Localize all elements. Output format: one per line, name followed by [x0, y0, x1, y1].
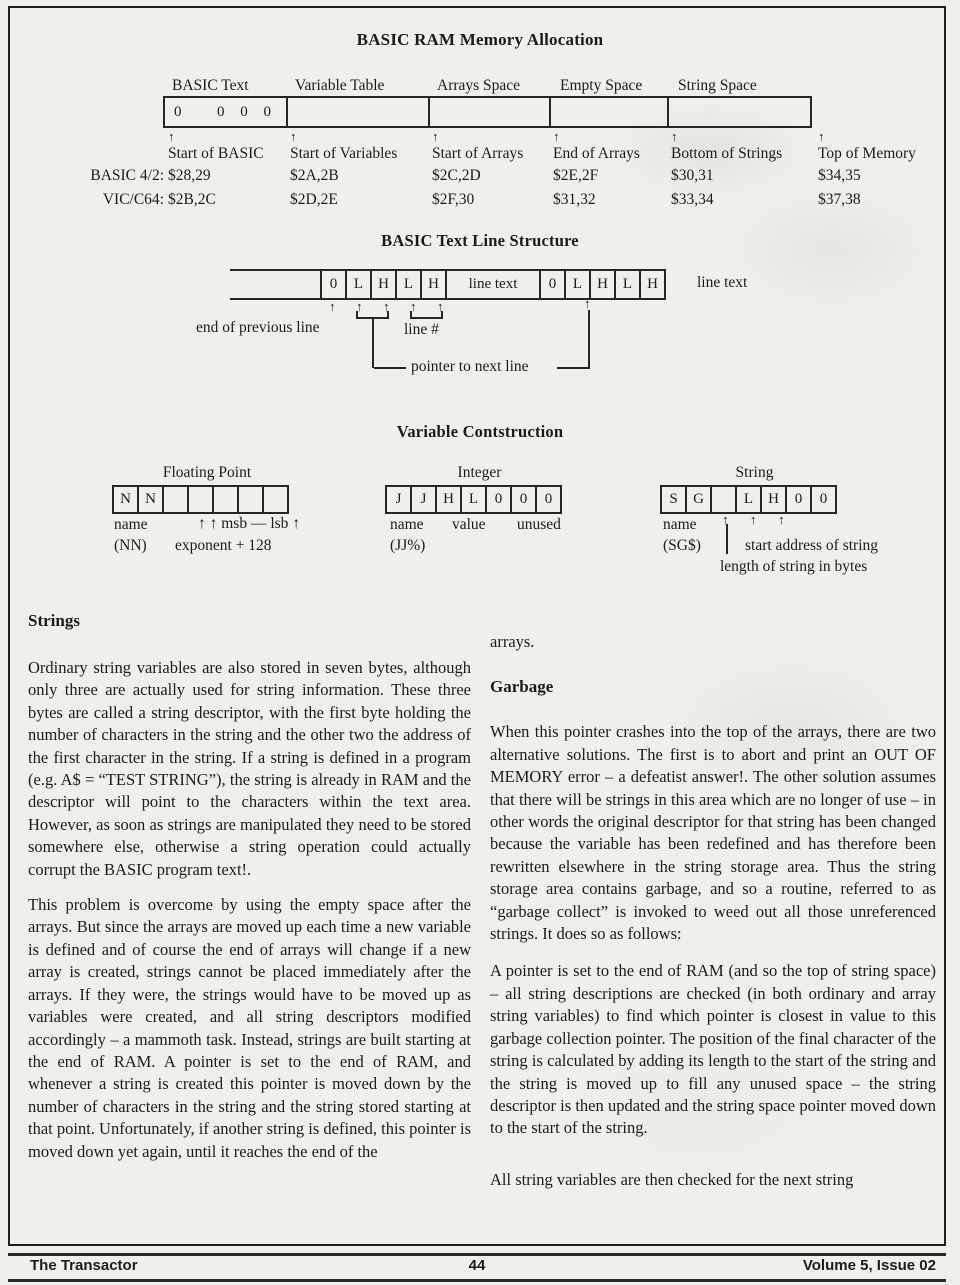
floating-point-cells	[112, 485, 289, 514]
byte-cell	[262, 485, 289, 514]
address-value: $31,32	[553, 191, 596, 208]
fp-name-label: name	[114, 516, 148, 533]
byte-cell: H	[760, 485, 787, 514]
byte-cell: 0	[510, 485, 537, 514]
length-arrow-line	[726, 524, 728, 554]
byte-cell: G	[685, 485, 712, 514]
up-arrow-icon: ↑	[818, 129, 825, 144]
up-arrow-icon: ↑	[168, 129, 175, 144]
footer-top-rule	[8, 1253, 946, 1256]
variable-construction-title: Variable Contstruction	[396, 422, 564, 441]
left-column	[28, 611, 471, 1163]
up-arrow-icon: ↑	[329, 299, 336, 314]
byte-cell: S	[660, 485, 687, 514]
address-value: $2F,30	[432, 191, 475, 208]
byte-cell: 0	[320, 269, 347, 300]
address-value: $2E,2F	[553, 167, 599, 184]
byte-cell: L	[735, 485, 762, 514]
memory-allocation-title: BASIC RAM Memory Allocation	[356, 30, 604, 49]
garbage-paragraph-2: A pointer is set to the end of RAM (and so the top of string space) – all string descriptions are checked (in both ordinary and array string variables) to find which pointer is closest in value to this garbage collection pointer. The position of the final character of the string is calculated by adding its length to the start of the string and the string is moved up to fill any unused space – the string descriptor is then updated and the string space pointer moved down to the start of the string.	[490, 961, 936, 1138]
int-value-label: value	[452, 516, 486, 533]
memory-bar-divider	[549, 98, 551, 126]
segment-label-basic-text: BASIC Text	[172, 77, 249, 94]
memory-bar-terminator-bytes: 0 0 0	[217, 104, 277, 120]
pointer-label-start-of-arrays: Start of Arrays	[432, 145, 524, 162]
strings-paragraph-2: This problem is overcome by using the empty space after the arrays. But since the arrays are moved up each time a new variable is defined and of course the end of arrays will change if a new array is created, strings cannot be placed immediately after the arrays. If they were, the strings would have to be moved up as variables were created, and all string descriptors modified accordingly – a mammoth task. Instead, strings are built starting at the end of RAM. A pointer is set to the end of RAM, and whenever a string is created this pointer is moved down by the number of characters in the string and the string stored starting at that point. Unfortunately, if another string is defined, this pointer is moved down yet again, until it reaches the end of the	[28, 895, 471, 1161]
up-arrow-icon: ↑	[290, 129, 297, 144]
byte-cell: N	[137, 485, 164, 514]
footer-magazine-name: The Transactor	[30, 1257, 138, 1274]
integer-cells	[385, 485, 562, 514]
pointer-to-next-line-label: pointer to next line	[411, 358, 529, 375]
pointer-line-right-segment	[557, 367, 590, 369]
up-arrow-icon: ↑	[584, 296, 591, 311]
byte-cell: H	[435, 485, 462, 514]
byte-cell	[162, 485, 189, 514]
pointer-label-start-of-variables: Start of Variables	[290, 145, 398, 162]
byte-cell: 0	[785, 485, 812, 514]
line-number-bytes-bracket	[410, 311, 443, 319]
line-structure-cells	[320, 269, 666, 300]
line-structure-title: BASIC Text Line Structure	[381, 231, 579, 250]
fp-name-code: (NN)	[114, 537, 147, 554]
byte-cell	[710, 485, 737, 514]
up-arrow-icon: ↑	[437, 299, 444, 314]
footer-bottom-rule	[8, 1279, 946, 1282]
up-arrow-icon: ↑	[432, 129, 439, 144]
memory-bar-zero-byte: 0	[174, 104, 182, 120]
segment-label-string-space: String Space	[678, 77, 757, 94]
byte-cell	[187, 485, 214, 514]
address-value: $2D,2E	[290, 191, 338, 208]
row-label-basic42: BASIC 4/2:	[90, 167, 164, 184]
pointer-label-bottom-of-strings: Bottom of Strings	[671, 145, 783, 162]
byte-cell: J	[385, 485, 412, 514]
up-arrow-icon: ↑	[383, 299, 390, 314]
up-arrow-icon: ↑	[671, 129, 678, 144]
byte-cell: J	[410, 485, 437, 514]
byte-cell: 0	[485, 485, 512, 514]
byte-cell: L	[395, 269, 422, 300]
byte-cell	[237, 485, 264, 514]
strings-paragraph-1: Ordinary string variables are also stored in seven bytes, although only three are actually used for string information. These three bytes are called a string descriptor, with the first byte holding the number of characters in the string and the other two the address of the first character in the string. If a string is defined in a program (e.g. A$ = “TEST STRING”), the string is already in RAM and the descriptor will point to the characters within the text area. However, as soon as strings are manipulated they need to be stored somewhere else, otherwise a string operation could actually corrupt the BASIC program text!.	[28, 658, 471, 879]
pointer-label-top-of-memory: Top of Memory	[818, 145, 916, 162]
int-name-code: (JJ%)	[390, 537, 426, 554]
address-value: $2A,2B	[290, 167, 339, 184]
segment-label-empty-space: Empty Space	[560, 77, 643, 94]
pointer-bytes-bracket	[356, 311, 389, 319]
fp-msb-lsb-arrows-label: ↑ ↑ msb — lsb ↑	[198, 515, 301, 532]
address-value: $30,31	[671, 167, 714, 184]
memory-bar-divider	[428, 98, 430, 126]
address-value: $2C,2D	[432, 167, 481, 184]
line-text-cell: line text	[445, 269, 541, 300]
byte-cell: 0	[535, 485, 562, 514]
byte-cell: 0	[539, 269, 566, 300]
byte-cell: L	[564, 269, 591, 300]
fp-exponent-label: exponent + 128	[175, 537, 272, 554]
up-arrow-icon: ↑	[553, 129, 560, 144]
up-arrow-icon: ↑	[410, 299, 417, 314]
pointer-drop-line	[372, 319, 374, 368]
byte-cell: H	[420, 269, 447, 300]
byte-cell: N	[112, 485, 139, 514]
arrays-continuation: arrays.	[490, 632, 535, 651]
footer-page-number: 44	[468, 1257, 486, 1274]
footer	[8, 1257, 946, 1277]
integer-title: Integer	[457, 464, 502, 481]
segment-label-variable-table: Variable Table	[295, 77, 385, 94]
byte-cell: L	[345, 269, 372, 300]
right-column	[490, 631, 936, 1191]
previous-line-strip	[230, 269, 322, 300]
up-arrow-icon: ↑	[722, 512, 729, 527]
str-start-address-label: start address of string	[745, 537, 879, 554]
garbage-heading: Garbage	[490, 677, 554, 697]
floating-point-title: Floating Point	[162, 464, 252, 481]
memory-bar-divider	[667, 98, 669, 126]
up-arrow-icon: ↑	[750, 512, 757, 527]
footer-issue-label: Volume 5, Issue 02	[802, 1257, 936, 1274]
address-value: $33,34	[671, 191, 714, 208]
address-value: $34,35	[818, 167, 861, 184]
byte-cell	[212, 485, 239, 514]
memory-bar	[163, 96, 812, 128]
strings-heading: Strings	[28, 611, 80, 630]
pointer-label-start-of-basic: Start of BASIC	[168, 145, 264, 162]
pointer-line-left-segment	[374, 367, 406, 369]
memory-bar-divider	[286, 98, 288, 126]
string-title: String	[735, 464, 774, 481]
address-value: $37,38	[818, 191, 861, 208]
string-cells	[660, 485, 837, 514]
end-of-previous-line-label: end of previous line	[196, 319, 320, 336]
segment-label-arrays-space: Arrays Space	[437, 77, 521, 94]
byte-cell: H	[639, 269, 666, 300]
byte-cell: L	[614, 269, 641, 300]
str-name-code: (SG$)	[663, 537, 701, 554]
byte-cell: L	[460, 485, 487, 514]
str-name-label: name	[663, 516, 697, 533]
garbage-paragraph-3: All string variables are then checked for the next string	[490, 1169, 854, 1189]
address-value: $28,29	[168, 167, 211, 184]
byte-cell: H	[370, 269, 397, 300]
garbage-paragraph-1: When this pointer crashes into the top of the arrays, there are two alternative solutions. The first is to abort and print an OUT OF MEMORY error – a defeatist answer!. The other solution assumes that there will be strings in this area which are no longer of use – in other words the original descriptor for that string has been changed because the variable has been redefined and has therefore been rewritten elsewhere in the string storage area. Thus the string storage area contains garbage, and so a routine, referred to as “garbage collect” is invoked to weed out all those unreferenced strings. It does so as follows:	[490, 722, 936, 944]
pointer-label-end-of-arrays: End of Arrays	[553, 145, 640, 162]
address-value: $2B,2C	[168, 191, 216, 208]
int-unused-label: unused	[517, 516, 561, 533]
row-label-vicc64: VIC/C64:	[102, 191, 164, 208]
byte-cell: 0	[810, 485, 837, 514]
byte-cell: H	[589, 269, 616, 300]
up-arrow-icon: ↑	[778, 512, 785, 527]
pointer-rise-line	[588, 310, 590, 368]
trailing-line-text-label: line text	[697, 274, 748, 291]
up-arrow-icon: ↑	[356, 299, 363, 314]
line-number-label: line #	[404, 321, 439, 338]
str-length-label: length of string in bytes	[720, 558, 868, 575]
int-name-label: name	[390, 516, 424, 533]
